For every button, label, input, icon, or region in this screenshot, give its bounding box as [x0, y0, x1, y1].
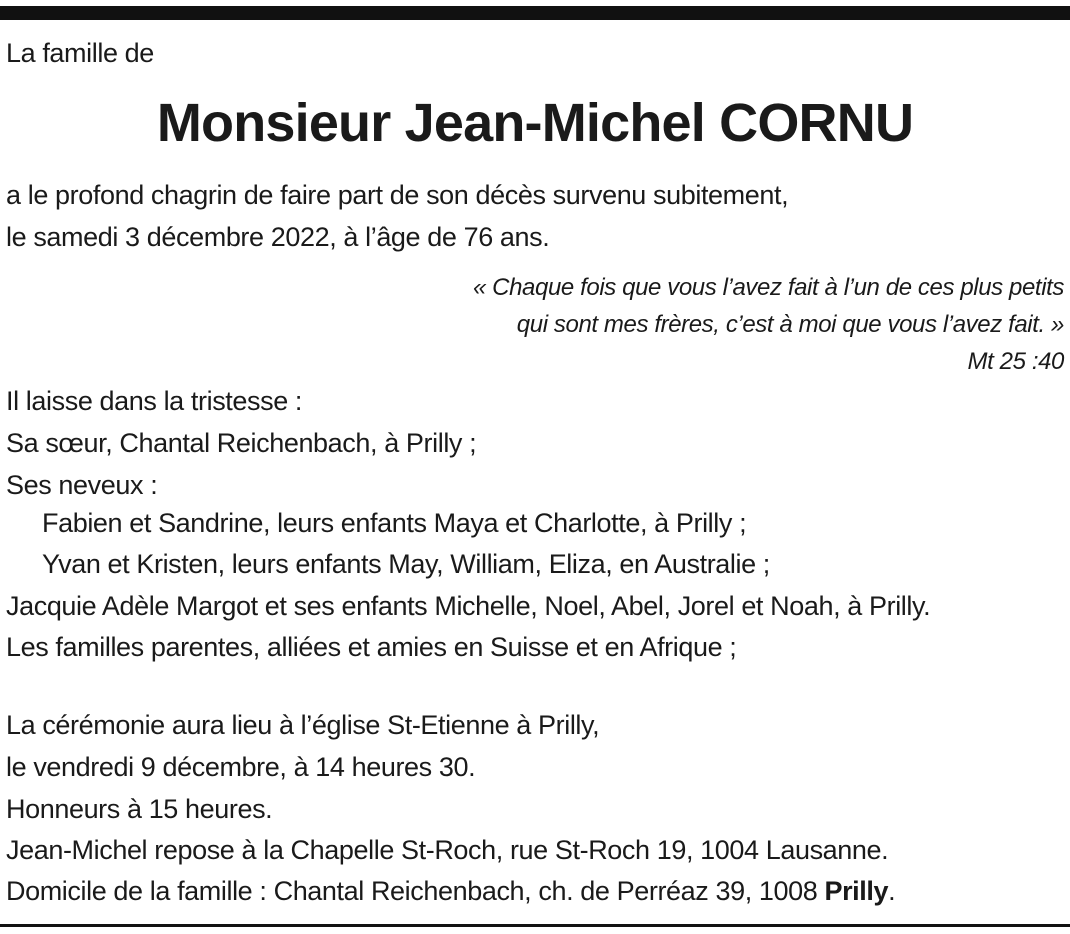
other-relative-line: Jacquie Adèle Margot et ses enfants Michelle, Noel, Abel, Jorel et Noah, à Prilly. [6, 591, 931, 621]
nephews-heading: Ses neveux : [6, 470, 158, 500]
rest-place-line: Jean-Michel repose à la Chapelle St-Roch, rue St-Roch 19, 1004 Lausanne. [6, 835, 889, 865]
announcement-line-2: le samedi 3 décembre 2022, à l’âge de 76 ans. [6, 222, 550, 252]
quote-reference: Mt 25 :40 [967, 348, 1064, 375]
sister-line: Sa sœur, Chantal Reichenbach, à Prilly ; [6, 428, 477, 458]
domicile-city: Prilly [824, 876, 889, 906]
ceremony-line-2: le vendredi 9 décembre, à 14 heures 30. [6, 752, 476, 782]
domicile-period: . [888, 876, 896, 906]
domicile-line [6, 878, 895, 905]
families-line: Les familles parentes, alliées et amies en Suisse et en Afrique ; [6, 632, 737, 662]
deceased-name: Monsieur Jean-Michel CORNU [156, 93, 914, 153]
domicile-text: Domicile de la famille : Chantal Reichenbach, ch. de Perréaz 39, 1008 [6, 876, 825, 906]
ceremony-line-1: La cérémonie aura lieu à l’église St-Etienne à Prilly, [6, 710, 600, 740]
intro-text: La famille de [6, 38, 154, 68]
quote-line-1: « Chaque fois que vous l’avez fait à l’un de ces plus petits [472, 274, 1064, 301]
bottom-rule [0, 924, 1070, 927]
top-rule [0, 6, 1070, 20]
announcement-line-1: a le profond chagrin de faire part de son décès survenu subitement, [6, 180, 789, 210]
mourners-heading: Il laisse dans la tristesse : [6, 386, 303, 416]
honours-line: Honneurs à 15 heures. [6, 794, 273, 824]
nephew-line-2: Yvan et Kristen, leurs enfants May, William, Eliza, en Australie ; [42, 549, 770, 579]
nephew-line-1: Fabien et Sandrine, leurs enfants Maya et Charlotte, à Prilly ; [42, 508, 747, 538]
quote-line-2: qui sont mes frères, c’est à moi que vous l’avez fait. » [516, 311, 1064, 338]
